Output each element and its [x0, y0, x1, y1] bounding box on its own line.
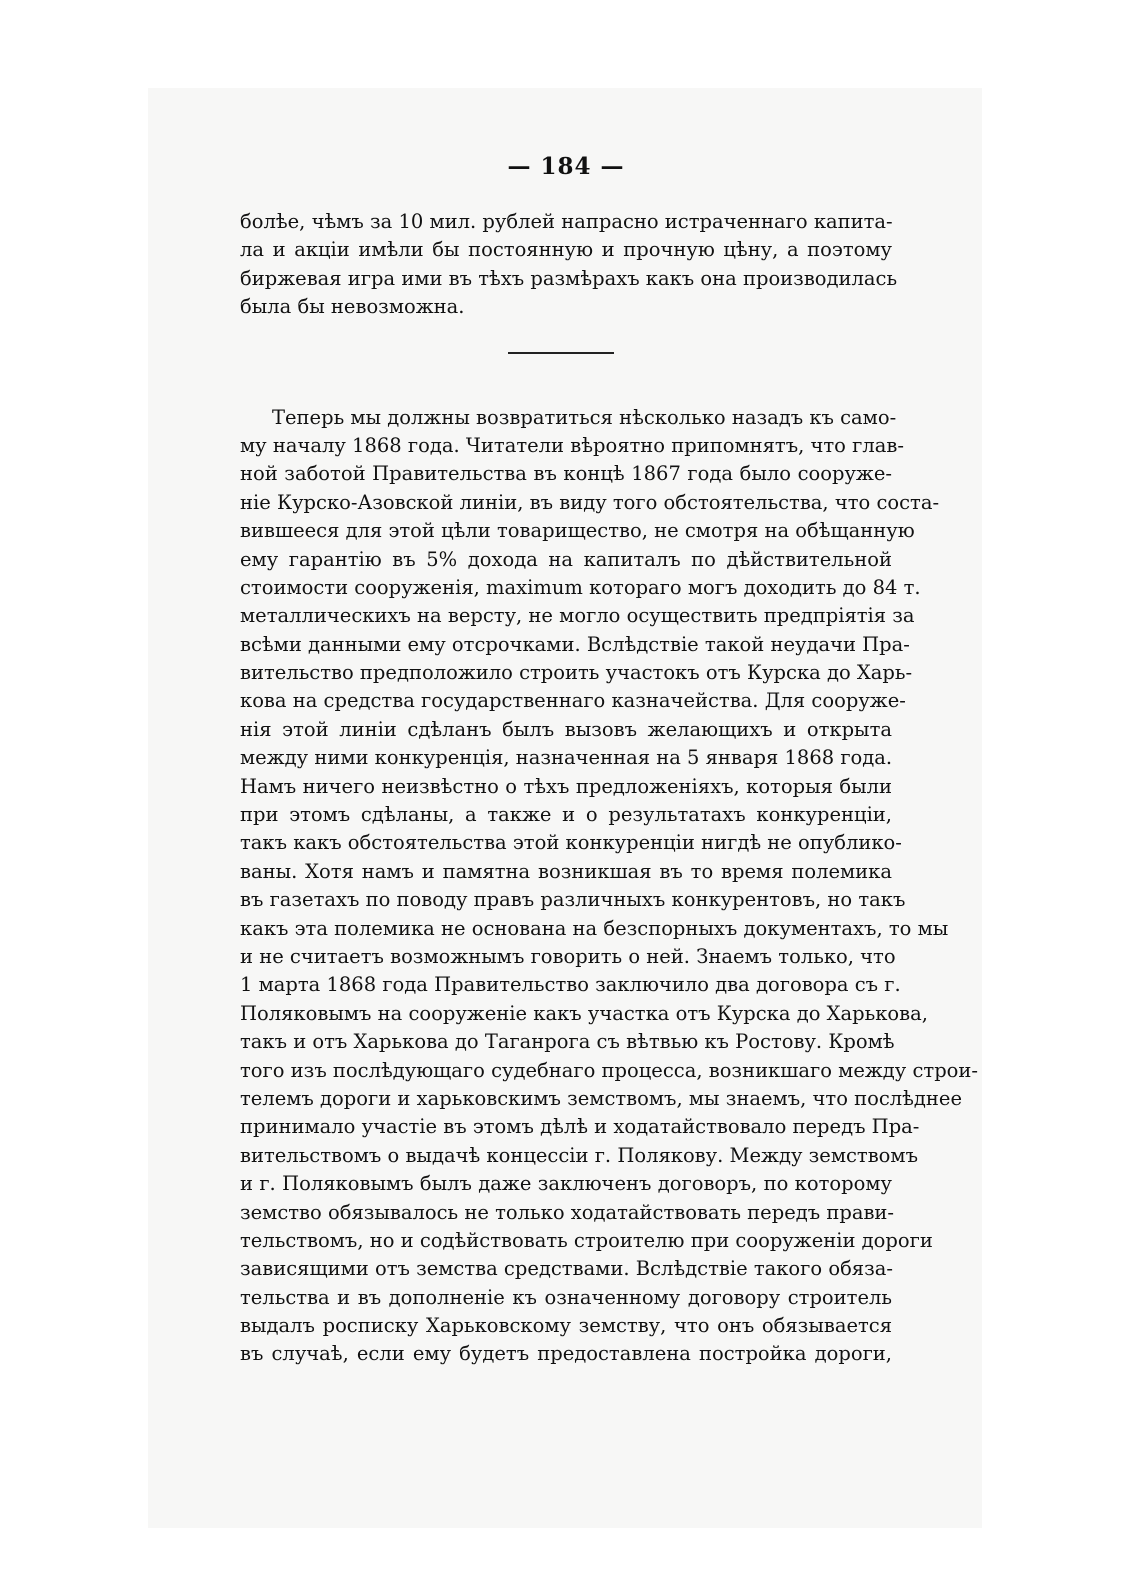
text-line: кова на средства государственнаго казначейства. Для сооруже-	[240, 689, 906, 713]
text-line: тельства и въ дополненіе къ означенному договору строитель	[240, 1285, 892, 1309]
section-divider	[508, 352, 614, 354]
text-line: земство обязывалось не только ходатайствовать передъ прави-	[240, 1200, 895, 1224]
text-line: нія этой линіи сдѣланъ былъ вызовъ желающихъ и открыта	[240, 717, 892, 741]
text-line: му началу 1868 года. Читатели вѣроятно припомнятъ, что глав-	[240, 433, 904, 457]
paragraph-1	[240, 208, 898, 322]
text-line: болѣе, чѣмъ за 10 мил. рублей напрасно истраченнаго капита-	[240, 210, 893, 233]
text-line: при этомъ сдѣланы, а также и о результатахъ конкуренціи,	[240, 803, 892, 827]
text-line: всѣми данными ему отсрочками. Вслѣдствіе такой неудачи Пра-	[240, 632, 910, 656]
text-line: такъ и отъ Харькова до Таганрога съ вѣтвью къ Ростову. Кромѣ	[240, 1030, 895, 1054]
text-line: между ними конкуренція, назначенная на 5 января 1868 года.	[240, 746, 893, 770]
text-line: Поляковымъ на сооруженіе какъ участка отъ Курска до Харькова,	[240, 1001, 928, 1025]
paragraph-2	[240, 404, 979, 1369]
text-line: телемъ дороги и харьковскимъ земствомъ, мы знаемъ, что послѣднее	[240, 1086, 963, 1110]
text-line: была бы невозможна.	[240, 295, 465, 319]
text-line: въ газетахъ по поводу правъ различныхъ конкурентовъ, но такъ	[240, 888, 906, 912]
text-line: вившееся для этой цѣли товарищество, не смотря на обѣщанную	[240, 519, 915, 543]
text-line: какъ эта полемика не основана на безспорныхъ документахъ, то мы	[240, 916, 949, 940]
page-number: — 184 —	[507, 153, 625, 180]
text-line: принимало участіе въ этомъ дѣлѣ и ходатайствовало передъ Пра-	[240, 1115, 920, 1139]
text-line: биржевая игра ими въ тѣхъ размѣрахъ какъ она производилась	[240, 266, 898, 290]
text-line: стоимости сооруженія, maximum котораго могъ доходить до 84 т.	[240, 575, 921, 599]
text-line: и не считаетъ возможнымъ говорить о ней. Знаемъ только, что	[240, 944, 896, 968]
page-content	[240, 150, 979, 1369]
text-line: такъ какъ обстоятельства этой конкуренціи нигдѣ не опублико-	[240, 831, 902, 855]
text-line: Намъ ничего неизвѣстно о тѣхъ предложеніяхъ, которыя были	[240, 774, 892, 798]
text-line: ваны. Хотя намъ и памятна возникшая въ то время полемика	[240, 859, 892, 883]
text-line: 1 марта 1868 года Правительство заключило два договора съ г.	[240, 973, 901, 997]
text-line: тельствомъ, но и содѣйствовать строителю при сооруженіи дороги	[240, 1228, 933, 1252]
text-line: ла и акціи имѣли бы постоянную и прочную цѣну, а поэтому	[240, 238, 892, 262]
text-line: ной заботой Правительства въ концѣ 1867 года было сооруже-	[240, 462, 892, 486]
text-line: и г. Поляковымъ былъ даже заключенъ договоръ, по которому	[240, 1172, 892, 1196]
text-line: Теперь мы должны возвратиться нѣсколько назадъ къ само-	[272, 405, 897, 429]
text-line: вительствомъ о выдачѣ концессіи г. Полякову. Между земствомъ	[240, 1143, 918, 1167]
text-line: выдалъ росписку Харьковскому земству, что онъ обязывается	[240, 1314, 892, 1338]
text-line: ему гарантію въ 5% дохода на капиталъ по дѣйствительной	[240, 547, 892, 571]
text-line: ніе Курско-Азовской линіи, въ виду того обстоятельства, что состa-	[240, 490, 940, 514]
text-line: металлическихъ на версту, не могло осуществить предпріятія за	[240, 604, 915, 628]
text-line: того изъ послѣдующаго судебнаго процесса, возникшаго между строи-	[240, 1058, 979, 1082]
text-line: зависящими отъ земства средствами. Вслѣдствіе такого обяза-	[240, 1257, 893, 1281]
text-line: вительство предположило строить участокъ отъ Курска до Харь-	[240, 661, 913, 685]
text-line: въ случаѣ, если ему будетъ предоставлена постройка дороги,	[240, 1342, 892, 1366]
